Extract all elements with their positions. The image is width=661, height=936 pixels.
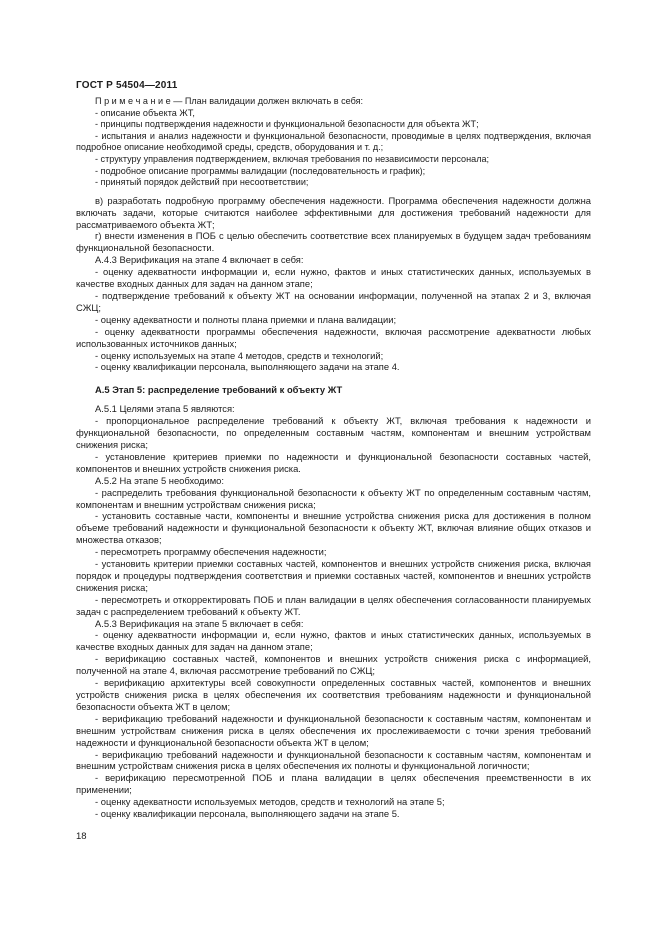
paragraph: - верификацию требований надежности и функциональной безопасности к составным частям, компонентам и внешним устройствам снижения риска в целях обеспечения их прослеживаемости с точки зрения требований надежности и функциональной безопасности объекта ЖТ в целом; bbox=[76, 712, 591, 748]
paragraph: - оценку квалификации персонала, выполняющего задачи на этапе 5. bbox=[95, 808, 400, 820]
paragraph: г) внести изменения в ПОБ с целью обеспечить соответствие всех планируемых в будущем задач требованиям функциональной безопасности. bbox=[76, 230, 591, 254]
note-paragraph: П р и м е ч а н и е — План валидации должен включать в себя: bbox=[95, 96, 364, 106]
paragraph: - оценку адекватности информации и, если нужно, фактов и иных статистических данных, используемых в качестве входных данных для задач на данном этапе; bbox=[76, 266, 591, 290]
page-number: 18 bbox=[76, 830, 87, 842]
paragraph: - оценку используемых на этапе 4 методов, средств и технологий; bbox=[95, 349, 384, 361]
paragraph: - оценку адекватности программы обеспечения надежности, включая рассмотрение адекватности любых использованных источников данных; bbox=[76, 325, 591, 349]
paragraph: - верификацию требований надежности и функциональной безопасности к составным частям, компонентам и внешним устройствам снижения риска в целях обеспечения их полноты и функциональной логичности; bbox=[76, 748, 591, 772]
paragraph: - верификацию архитектуры всей совокупности определенных составных частей, компонентов и внешних устройств снижения риска в целях обеспечения их соответствия требованиям надежности и функциональной безопасности объекта ЖТ в целом; bbox=[76, 677, 591, 712]
note-paragraph: - описание объекта ЖТ, bbox=[95, 107, 195, 118]
paragraph: в) разработать подробную программу обеспечения надежности. Программа обеспечения надежности должна включать задачи, которые считаются наиболее эффективными для достижения требований надежности для рассматриваемого объекта ЖТ; bbox=[76, 194, 591, 230]
paragraph: - верификацию составных частей, компонентов и внешних устройств снижения риска с информацией, полученной на этапе 4, включая рассмотрение требований по СЖЦ; bbox=[76, 653, 591, 677]
paragraph: - пересмотреть и откорректировать ПОБ и план валидации в целях обеспечения согласованности планируемых задач с распределением требований к объекту ЖТ. bbox=[76, 593, 591, 617]
standard-number: ГОСТ Р 54504—2011 bbox=[76, 80, 178, 91]
paragraph: - пересмотреть программу обеспечения надежности; bbox=[95, 546, 327, 558]
paragraph: - установить критерии приемки составных частей, компонентов и внешних устройств снижения риска, включая порядок и процедуры подтверждения соответствия и приемки составных частей, компонентов и внешних устройств снижения риска; bbox=[76, 558, 591, 593]
paragraph: - установление критериев приемки по надежности и функциональной безопасности составных частей, компонентов и внешних устройств снижения риска. bbox=[76, 450, 591, 474]
paragraph: - распределить требования функциональной безопасности к объекту ЖТ по определенным составным частям, компонентам и внешним устройствам снижения риска; bbox=[76, 486, 591, 510]
paragraph: - оценку адекватности и полноты плана приемки и плана валидации; bbox=[95, 313, 397, 325]
document-header bbox=[76, 80, 591, 91]
note-paragraph: - структуру управления подтверждением, включая требования по независимости персонала; bbox=[95, 153, 490, 164]
paragraph: А.5.2 На этапе 5 необходимо: bbox=[95, 474, 225, 486]
note-paragraph: - подробное описание программы валидации (последовательность и график); bbox=[95, 165, 426, 176]
paragraph: - подтверждение требований к объекту ЖТ на основании информации, полученной на этапах 2 и 3, включая СЖЦ; bbox=[76, 290, 591, 313]
paragraph: - верификацию пересмотренной ПОБ и плана валидации в целях обеспечения преемственности в их применении; bbox=[76, 772, 591, 796]
document-body bbox=[76, 96, 591, 820]
paragraph: - оценку квалификации персонала, выполняющего задачи на этапе 4. bbox=[95, 361, 400, 373]
note-paragraph: - принятый порядок действий при несоответствии; bbox=[95, 177, 309, 188]
paragraph: - установить составные части, компоненты и внешние устройства снижения риска для достижения в полном объеме требований надежности и функциональной безопасности к объекту ЖТ, включая влияние общих отказов и множества отказов; bbox=[76, 510, 591, 546]
paragraph: А.5.1 Целями этапа 5 являются: bbox=[95, 403, 235, 415]
section-heading: А.5 Этап 5: распределение требований к объекту ЖТ bbox=[95, 384, 343, 396]
note-paragraph: - принципы подтверждения надежности и функциональной безопасности для объекта ЖТ; bbox=[95, 119, 479, 130]
paragraph: А.5.3 Верификация на этапе 5 включает в себя: bbox=[95, 617, 304, 629]
paragraph: - оценку адекватности информации и, если нужно, фактов и иных статистических данных, используемых в качестве входных данных для задач на данном этапе; bbox=[76, 629, 591, 653]
note-paragraph: - испытания и анализ надежности и функциональной безопасности, проводимые в целях подтверждения, включая подробное описание необходимой среды, средств, оборудования и т. д.; bbox=[76, 130, 591, 153]
paragraph: - оценку адекватности используемых методов, средств и технологий на этапе 5; bbox=[95, 796, 445, 808]
paragraph: - пропорциональное распределение требований к объекту ЖТ, включая требования к надежности и функциональной безопасности, по определенным составным частям, компонентам и внешним устройствам снижения риска; bbox=[76, 415, 591, 450]
paragraph: А.4.3 Верификация на этапе 4 включает в себя: bbox=[95, 254, 304, 266]
